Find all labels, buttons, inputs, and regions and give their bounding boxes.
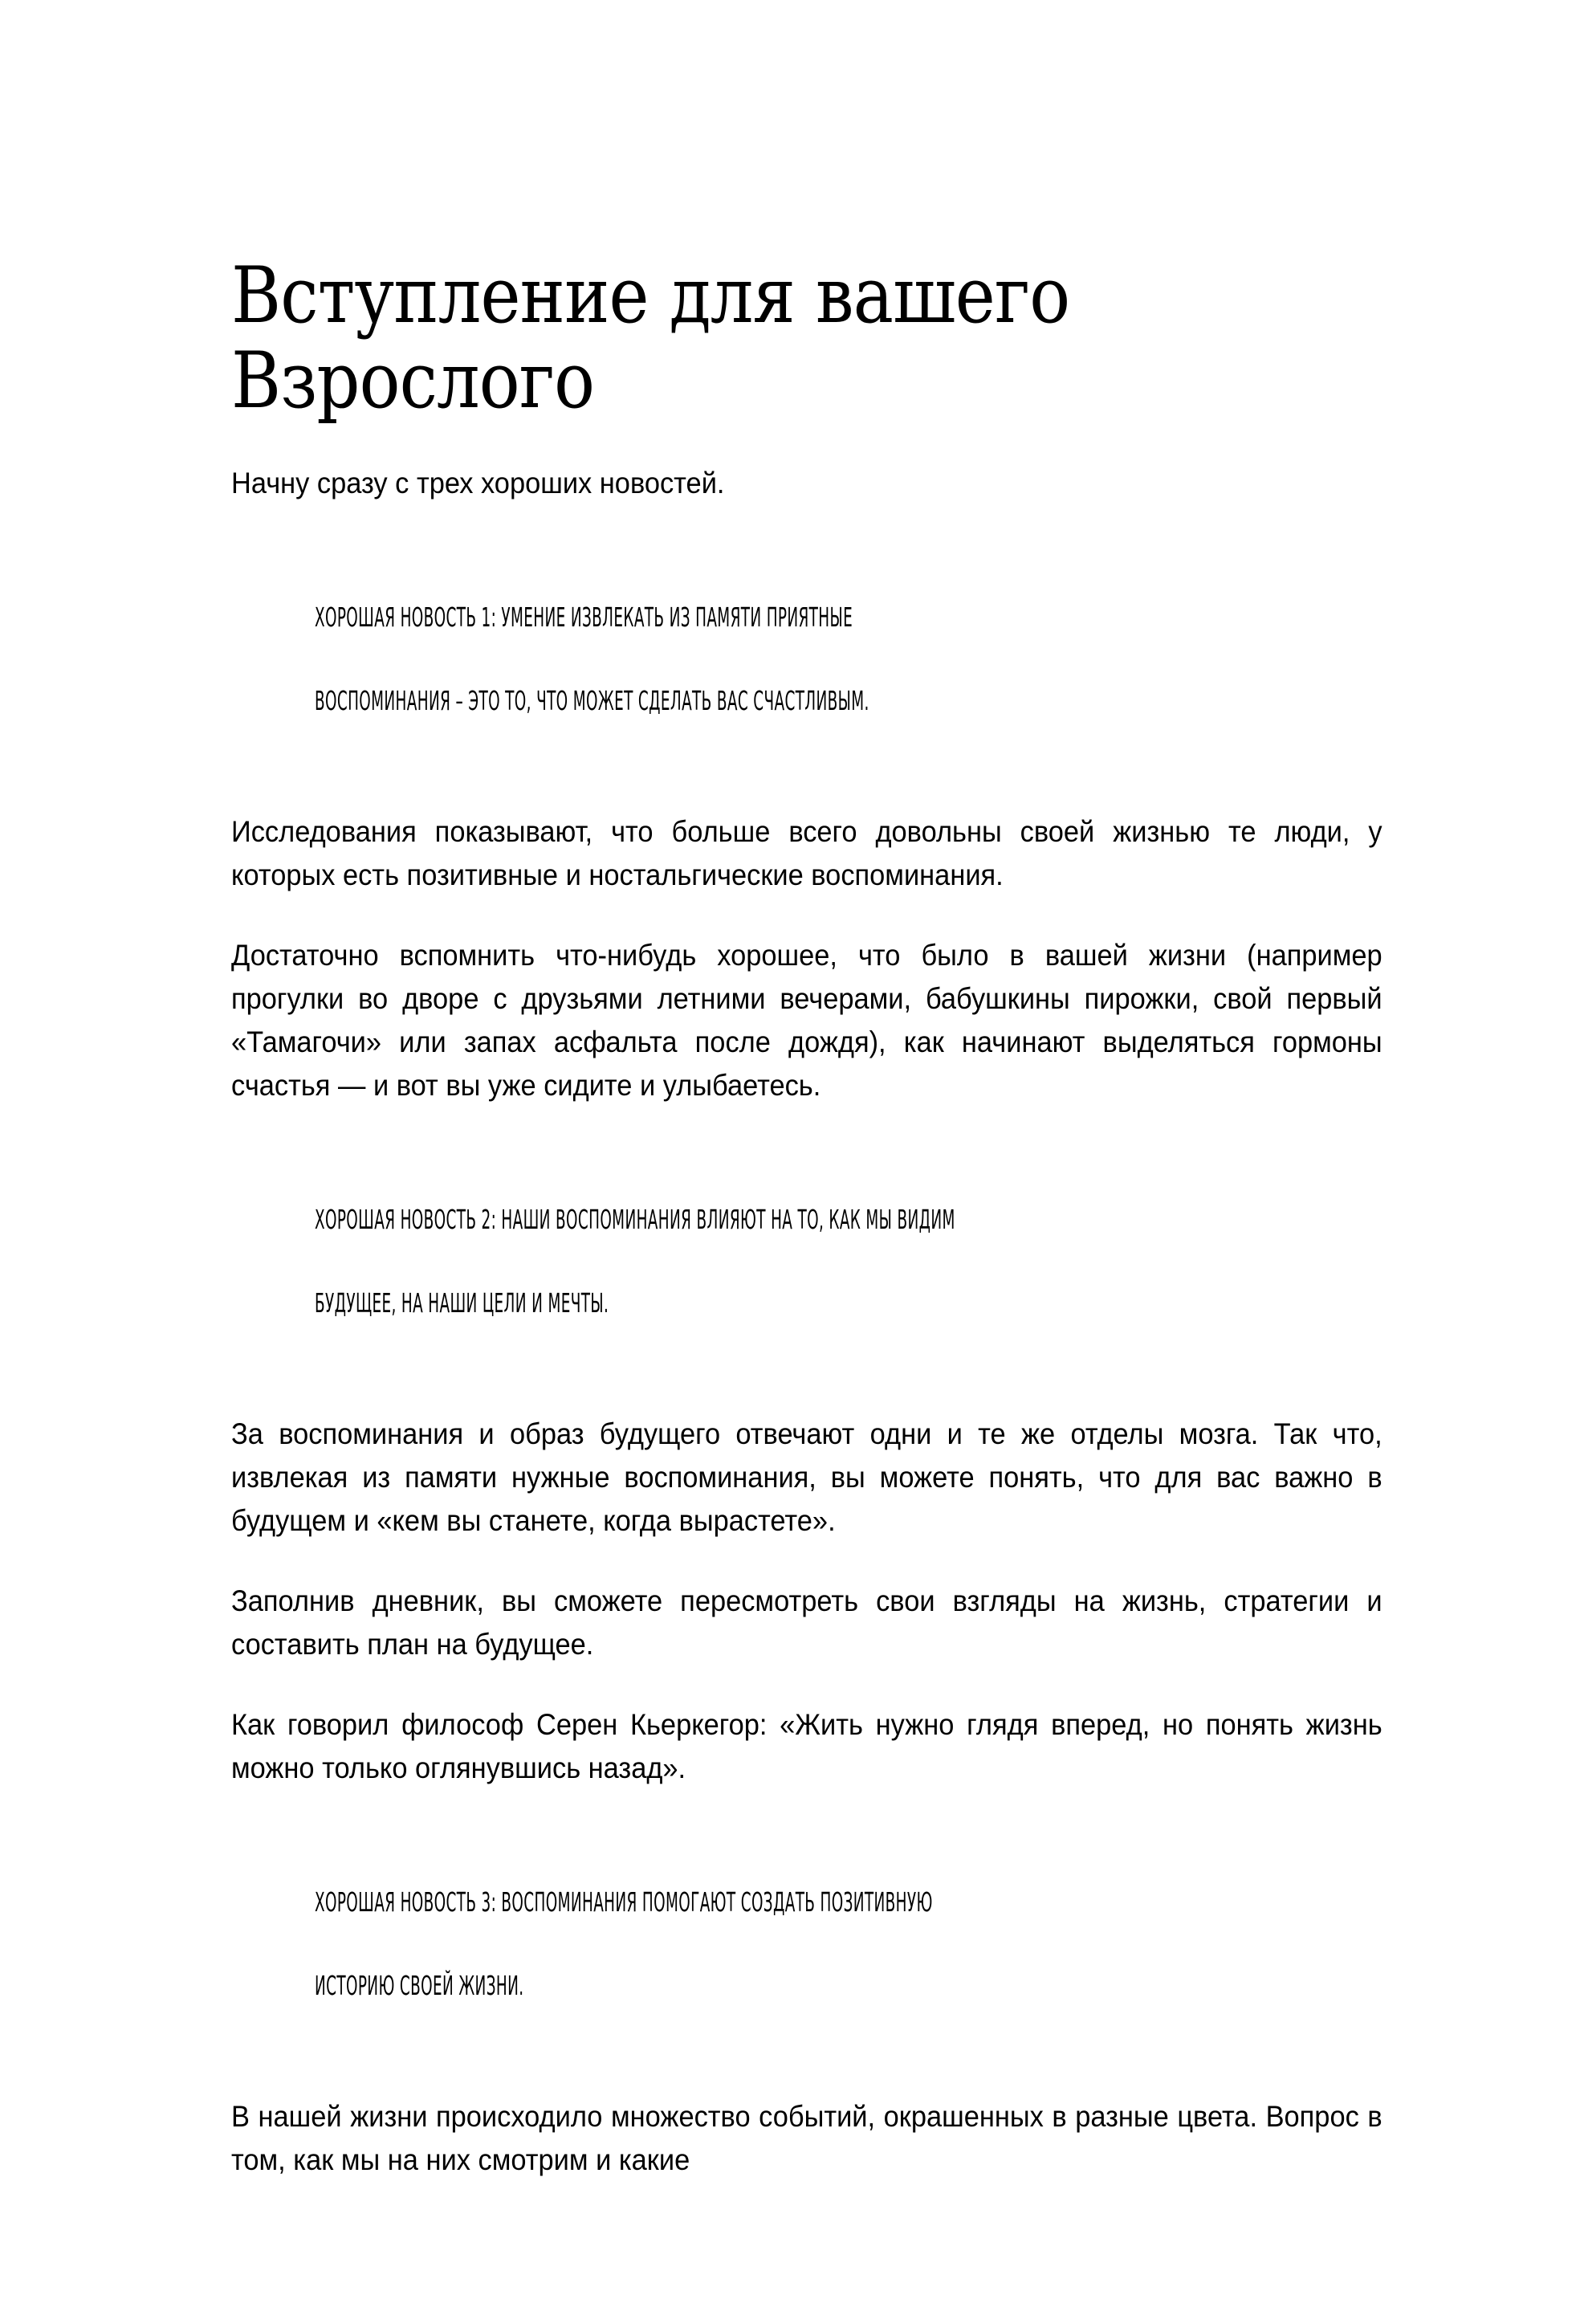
- callout-good-news-3: [315, 1840, 1464, 2049]
- callout-3-line-1: ХОРОШАЯ НОВОСТЬ 3: ВОСПОМИНАНИЯ ПОМОГАЮТ СОЗДАТЬ ПОЗИТИВНУЮ: [315, 1886, 933, 1918]
- body-content: [231, 462, 1382, 2182]
- paragraph-3: За воспоминания и образ будущего отвечают одни и те же отделы мозга. Так что, извлекая из памяти нужные воспоминания, вы можете понять, что для вас важно в будущем и «кем вы станете, когда вырастете».: [231, 1417, 1382, 1537]
- callout-2-line-2: БУДУЩЕЕ, НА НАШИ ЦЕЛИ И МЕЧТЫ.: [315, 1287, 609, 1319]
- paragraph-5: Как говорил философ Серен Кьеркегор: «Жить нужно глядя вперед, но понять жизнь можно только оглянувшись назад».: [231, 1708, 1382, 1784]
- callout-2-line-1: ХОРОШАЯ НОВОСТЬ 2: НАШИ ВОСПОМИНАНИЯ ВЛИЯЮТ НА ТО, КАК МЫ ВИДИМ: [315, 1204, 955, 1235]
- callout-1-line-2: ВОСПОМИНАНИЯ – ЭТО ТО, ЧТО МОЖЕТ СДЕЛАТЬ ВАС СЧАСТЛИВЫМ.: [315, 685, 869, 716]
- callout-good-news-2: [315, 1157, 1464, 1366]
- paragraph-2: Достаточно вспомнить что-нибудь хорошее, что было в вашей жизни (например прогулки во дворе с друзьями летними вечерами, бабушкины пирожки, свой первый «Тамагочи» или запах асфальта после дождя), как начинают выделяться гормоны счастья — и вот вы уже сидите и улыбаетесь.: [231, 939, 1382, 1102]
- page-title-line-1: Вступление для вашего: [231, 251, 1070, 341]
- paragraph-1: Исследования показывают, что больше всего довольны своей жизнью те люди, у которых есть позитивные и ностальгические воспоминания.: [231, 815, 1382, 891]
- page-title-line-2: Взрослого: [231, 335, 595, 426]
- callout-3-line-2: ИСТОРИЮ СВОЕЙ ЖИЗНИ.: [315, 1970, 524, 2001]
- paragraph-6: В нашей жизни происходило множество событий, окрашенных в разные цвета. Вопрос в том, как мы на них смотрим и какие: [231, 2100, 1382, 2176]
- paragraph-4: Заполнив дневник, вы сможете пересмотреть свои взгляды на жизнь, стратегии и составить план на будущее.: [231, 1584, 1382, 1661]
- callout-1-line-1: ХОРОШАЯ НОВОСТЬ 1: УМЕНИЕ ИЗВЛЕКАТЬ ИЗ ПАМЯТИ ПРИЯТНЫЕ: [315, 601, 853, 633]
- callout-good-news-1: [315, 555, 1464, 764]
- intro-paragraph: Начну сразу с трех хороших новостей.: [231, 467, 725, 499]
- page-title: [231, 251, 1248, 426]
